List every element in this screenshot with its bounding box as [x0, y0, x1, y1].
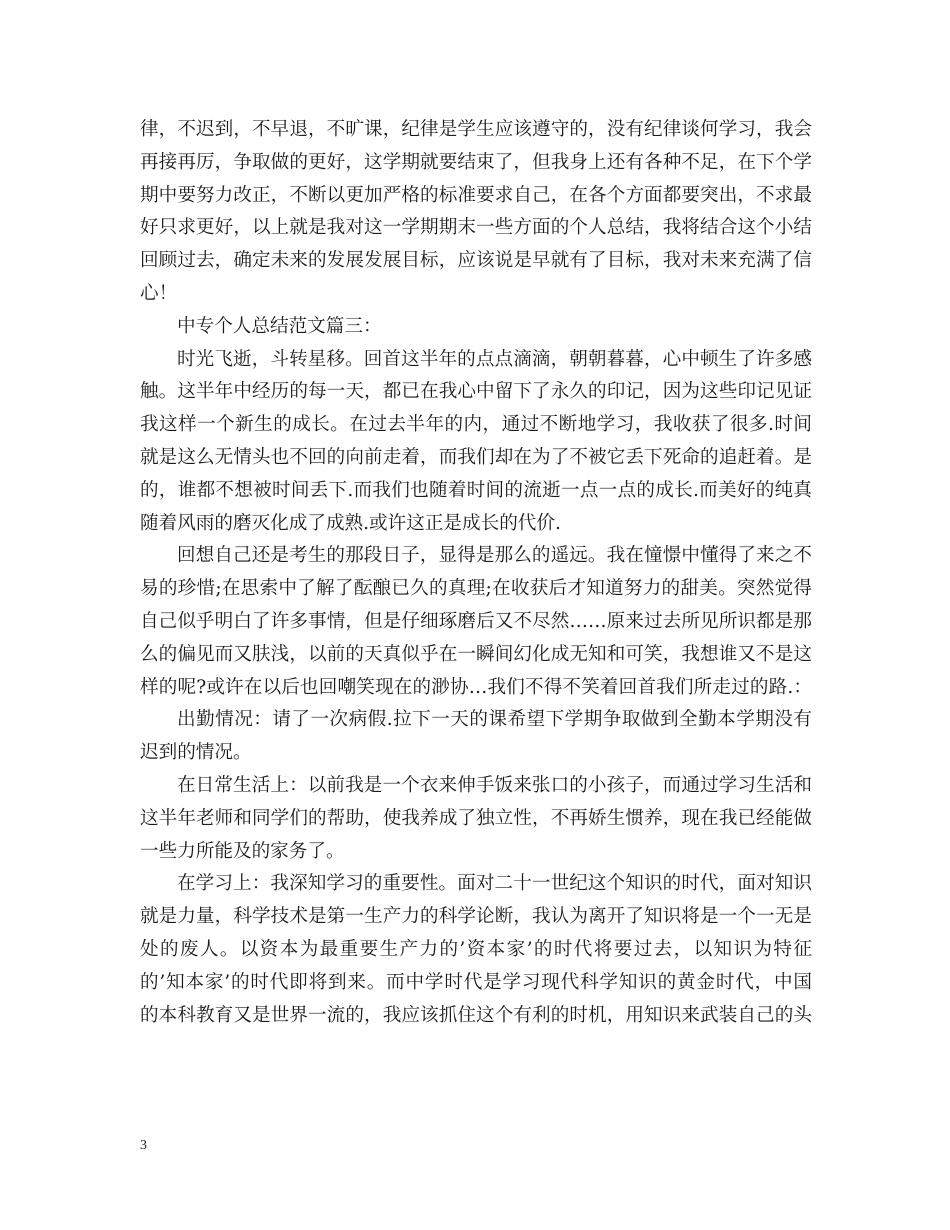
text-line: 样的呢?或许在以后也回嘲笑现在的渺协…我们不得不笑着回首我们所走过的路.： [140, 676, 812, 698]
text-line: 期中要努力改正，不断以更加严格的标准要求自己，在各个方面都要突出，不求最 [140, 184, 812, 206]
text-line: 随着风雨的磨灭化成了成熟.或许这正是成长的代价. [140, 512, 561, 534]
text-line: 时光飞逝，斗转星移。回首这半年的点点滴滴，朝朝暮暮，心中顿生了许多感 [177, 348, 812, 370]
text-line: 好只求更好，以上就是我对这一学期期末一些方面的个人总结，我将结合这个小结 [140, 217, 812, 239]
text-line: 么的偏见而又肤浅，以前的天真似乎在一瞬间幻化成无知和可笑，我想谁又不是这 [140, 643, 812, 665]
text-line: 在学习上：我深知学习的重要性。面对二十一世纪这个知识的时代，面对知识 [177, 873, 812, 895]
page-number: 3 [140, 1138, 147, 1153]
text-line: 一些力所能及的家务了。 [140, 840, 345, 862]
text-line: 回想自己还是考生的那段日子，显得是那么的遥远。我在憧憬中懂得了来之不 [177, 545, 812, 567]
text-line: 的，谁都不想被时间丢下.而我们也随着时间的流逝一点一点的成长.而美好的纯真 [140, 479, 812, 501]
text-line: 的本科教育又是世界一流的，我应该抓住这个有利的时机，用知识来武装自己的头 [140, 1004, 812, 1026]
text-line: 的’知本家’的时代即将到来。而中学时代是学习现代科学知识的黄金时代，中国 [140, 971, 812, 993]
section-heading: 中专个人总结范文篇三： [177, 315, 382, 337]
text-line: 出勤情况：请了一次病假.拉下一天的课希望下学期争取做到全勤本学期没有 [177, 709, 812, 731]
text-line: 易的珍惜;在思索中了解了酝酿已久的真理;在收获后才知道努力的甜美。突然觉得 [140, 578, 812, 600]
text-line: 回顾过去，确定未来的发展发展目标，应该说是早就有了目标，我对未来充满了信 [140, 250, 812, 272]
text-line: 就是这么无情头也不回的向前走着，而我们却在为了不被它丢下死命的追赶着。是 [140, 446, 812, 468]
text-line: 处的废人。以资本为最重要生产力的’资本家’的时代将要过去，以知识为特征 [140, 938, 812, 960]
text-line: 再接再厉，争取做的更好，这学期就要结束了，但我身上还有各种不足，在下个学 [140, 151, 812, 173]
body-text [140, 114, 812, 1032]
text-line: 就是力量，科学技术是第一生产力的科学论断，我认为离开了知识将是一个一无是 [140, 906, 812, 928]
text-line: 心！ [140, 282, 178, 304]
text-line: 在日常生活上：以前我是一个衣来伸手饭来张口的小孩子，而通过学习生活和 [177, 774, 812, 796]
text-line: 律，不迟到，不早退，不旷课，纪律是学生应该遵守的，没有纪律谈何学习，我会 [140, 119, 812, 140]
text-line: 触。这半年中经历的每一天，都已在我心中留下了永久的印记，因为这些印记见证 [140, 381, 812, 403]
text-line: 自己似乎明白了许多事情，但是仔细琢磨后又不尽然……原来过去所见所识都是那 [140, 610, 812, 632]
text-line: 这半年老师和同学们的帮助，使我养成了独立性，不再娇生惯养，现在我已经能做 [140, 807, 812, 829]
text-line: 迟到的情况。 [140, 742, 252, 764]
text-line: 我这样一个新生的成长。在过去半年的内，通过不断地学习，我收获了很多.时间 [140, 414, 812, 436]
